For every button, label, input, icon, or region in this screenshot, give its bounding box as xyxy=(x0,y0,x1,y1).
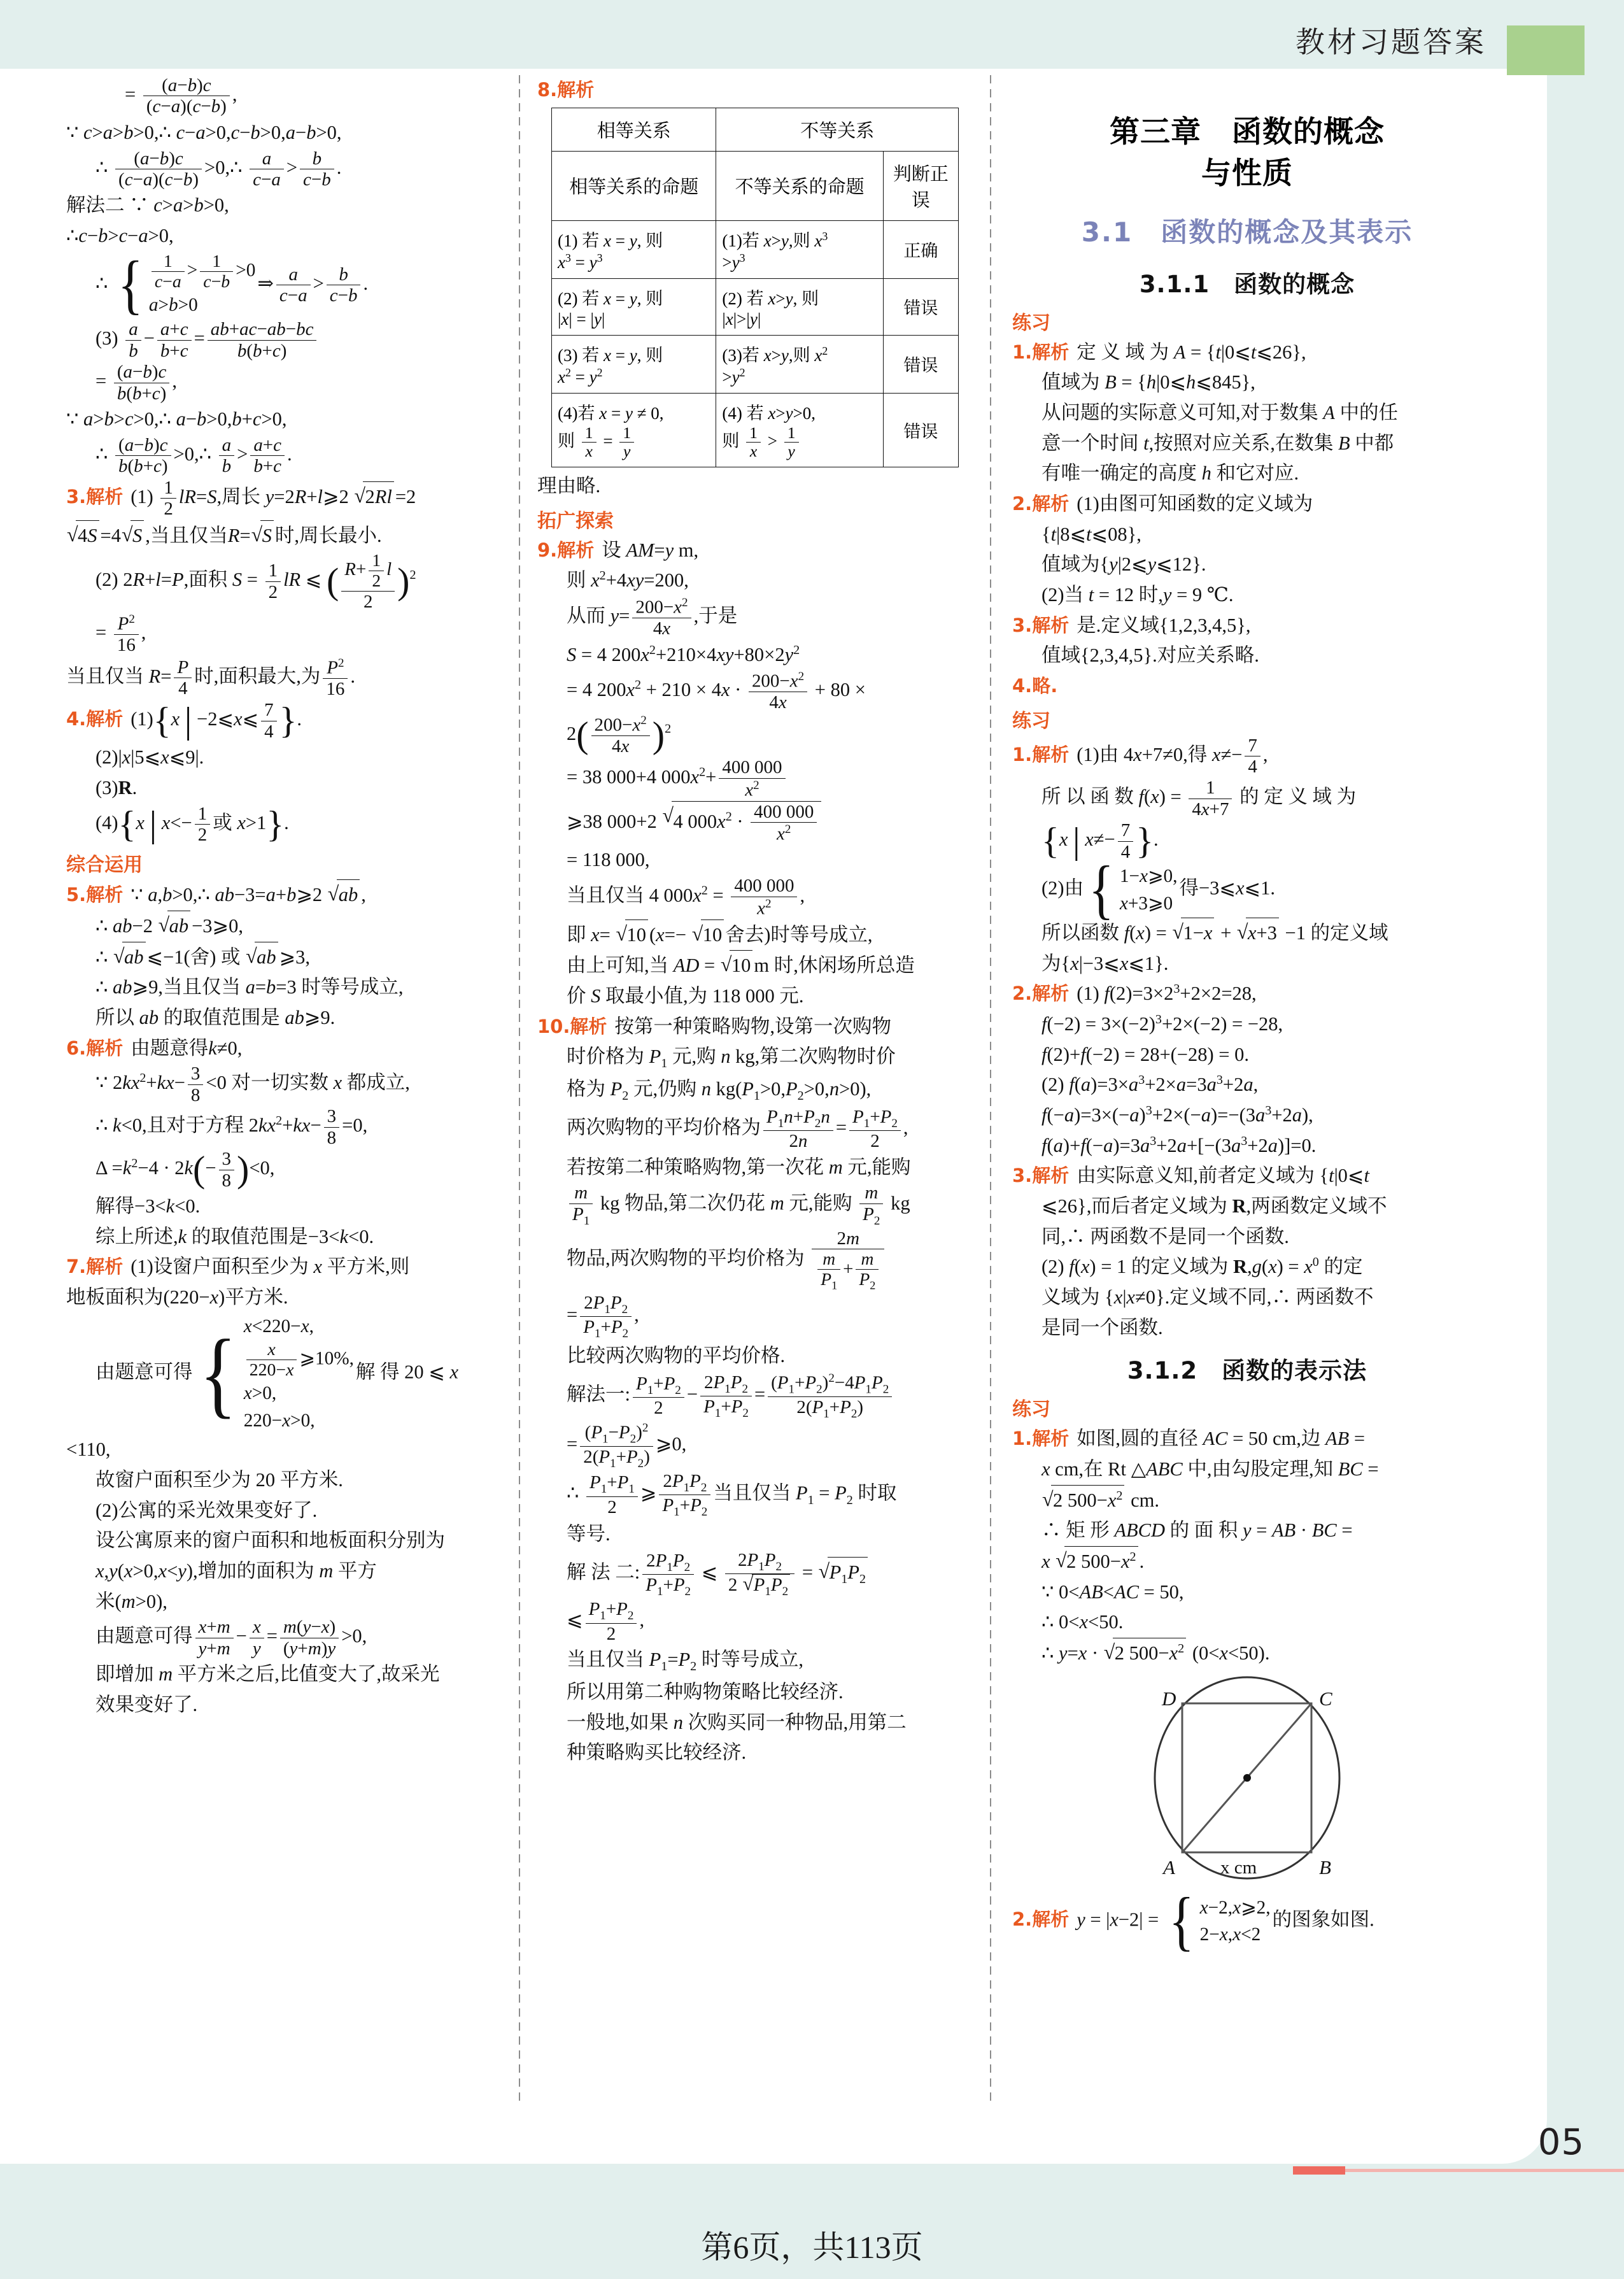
table-subheader-verdict: 判断正误 xyxy=(883,151,958,220)
left-line: = $\frac{(a-b)c}{(c-a)(c-b)}$ , xyxy=(125,75,237,117)
right-line: 是同一个函数. xyxy=(1041,1316,1163,1338)
right-g3-q2: 2.解析 y = |x−2| = { x−2,x⩾2, 2−x,x<2 的图象如图. xyxy=(1012,1884,1374,1957)
q9-label: 9.解析 xyxy=(537,539,595,561)
left-line: ∴ { $\frac{1}{c-a}$ > $\frac{1}{c-b}$ >0 a>b>0 ⇒ $\frac{a}{c-a}$ > $\frac{b}{c-b}$ . xyxy=(95,248,369,322)
table-cell-ineq: (2) 若 x>y, 则 |x|>|y| xyxy=(716,278,883,335)
header-accent-block xyxy=(1507,25,1585,75)
table-cell-ineq: (1)若 x>y,则 $x^3$ $>y^3$ xyxy=(716,220,883,278)
right-g2-q1: 1.解析 (1)由 4x+7≠0,得 x≠− $\frac{7}{4}$ , xyxy=(1012,735,1268,777)
right-g2-q3: 3.解析 由实际意义知,前者定义域为 {t|0⩽t xyxy=(1012,1165,1369,1187)
left-line: ∴ $\frac{(a-b)c}{(c-a)(c-b)}$ >0,∴ $\frac{a}{c-a}$ > $\frac{b}{c-b}$ . xyxy=(95,148,342,190)
right-line: (2) $f(a)=3\times a^3+2\times a=3a^3+2a$, xyxy=(1041,1073,1259,1096)
g2-q1-label: 1.解析 xyxy=(1012,743,1070,765)
middle-q10: 10.解析 按第一种策略购物,设第一次购物 xyxy=(537,1015,891,1037)
right-line: x cm,在 Rt △ABC 中,由勾股定理,知 BC = xyxy=(1041,1458,1379,1480)
right-line: (2) f(x) = 1 的定义域为 $R,g(x) = x^0$ 的定 xyxy=(1041,1255,1363,1278)
right-line: ∴ y=x · √ 2 $500-x^2$ (0<x<50). xyxy=(1012,1638,1482,1668)
table-cell-eq: (2) 若 x = y, 则 |x| = |y| xyxy=(552,278,716,335)
left-line: = $\frac{P^2}{16}$ , xyxy=(95,613,146,656)
right-line: $f(-a)=3\times(-a)^3+2\times(-a)=-(3a^3+2a)$, xyxy=(1041,1103,1313,1126)
g1-q4-label: 4.略. xyxy=(1012,674,1058,697)
left-line: (3) $\frac{a}{b}$ − $\frac{a+c}{b+c}$ = $\frac{ab+ac-ab-bc}{b(b+c)}$ xyxy=(66,319,502,361)
right-line: {x | x≠− $\frac{7}{4}$ }. xyxy=(1041,820,1159,862)
page-number: 05 xyxy=(1537,2122,1585,2163)
left-line: 设公寓原来的窗户面积和地板面积分别为 xyxy=(95,1530,445,1552)
table-cell-verdict: 错误 xyxy=(883,335,958,393)
middle-line: ⩾38 000+2 √ 4 $000x^2$ · $\frac{400 000}{x^2}$ xyxy=(537,801,973,845)
middle-line: = 4 $200x^2 + 210 \times 4x$ · $\frac{200-x^2}{4x}$ + 80 × xyxy=(567,670,866,713)
right-line: 所 以 函 数 f(x) = $\frac{1}{4x+7}$ 的 定 义 域 为 xyxy=(1041,777,1357,820)
table-header-row xyxy=(552,108,959,151)
practice-label: 练习 xyxy=(1012,311,1050,334)
table-header-inequality: 不等关系 xyxy=(716,108,959,151)
middle-line: 当且仅当 $P_1=P_2$ 时等号成立, xyxy=(567,1649,803,1674)
middle-line: 解 法 二: $\frac{2P_1P_2}{P_1+P_2}$ ⩽ $\frac{2P_1P_2}{2 √ P_1P_2}$ = √ $P_1P_2$ xyxy=(537,1550,973,1598)
right-line: 所以函数 f(x) = √ 1−x + √ x+3 −1 的定义域 xyxy=(1012,918,1482,948)
section-31-title: 3.1 函数的概念及其表示 xyxy=(1081,216,1413,248)
table-cell-ineq: (3)若 x>y,则 $x^2$ $>y^2$ xyxy=(716,335,883,393)
left-line: = $\frac{(a-b)c}{b(b+c)}$ , xyxy=(95,362,177,404)
left-line: ∴ ab−2 √ ab −3⩾0, xyxy=(66,911,502,941)
table-cell-eq: (4)若 x = y ≠ 0, 则 $\frac{1}{x}$ = $\frac{1}{y}$ xyxy=(552,393,716,467)
middle-q9: 9.解析 设 AM=y m, xyxy=(537,539,699,561)
left-line: <110, xyxy=(66,1438,111,1461)
page-number-rule xyxy=(1293,2169,1624,2172)
section-312-title: 3.1.2 函数的表示法 xyxy=(1127,1357,1367,1385)
g1-q2-label: 2.解析 xyxy=(1012,493,1070,515)
left-line: 故窗户面积至少为 20 平方米. xyxy=(95,1468,343,1491)
middle-line: = 38 000+4 $000x^2+$ $\frac{400 000}{x^2}$ xyxy=(537,757,973,800)
g1-q3-label: 3.解析 xyxy=(1012,614,1070,636)
q4-label: 4.解析 xyxy=(66,708,124,730)
left-line: ∵ c>a>b>0,∴ c−a>0,c−b>0,a−b>0, xyxy=(66,121,342,143)
middle-line: S = 4 $200x^2+210\times 4xy+80\times 2y^2$ xyxy=(567,643,800,665)
table-subheader-ineq-prop: 不等关系的命题 xyxy=(716,151,883,220)
g2-q2-label: 2.解析 xyxy=(1012,983,1070,1005)
middle-line: 当且仅当 4 $000x^2$ = $\frac{400 000}{x^2}$ , xyxy=(567,876,805,919)
figure-label-b: B xyxy=(1319,1856,1331,1878)
left-line: $\Delta =k^2-4 \cdot 2k(-$ $\frac{3}{8}$ )<0, xyxy=(95,1148,275,1191)
table-header-equality: 相等关系 xyxy=(552,108,716,151)
right-line: (2)由 { 1−x⩾0, x+3⩾0 得−3⩽x⩽1. xyxy=(1041,853,1275,927)
table-cell-verdict: 错误 xyxy=(883,393,958,467)
right-line: (2)当 t = 12 时,y = 9 ℃. xyxy=(1041,583,1234,606)
figure-label-c: C xyxy=(1319,1687,1332,1710)
middle-line: ∴ $\frac{P_1+P_1}{2}$ ⩾ $\frac{2P_1P_2}{P_1+P_2}$ 当且仅当 $P_1 = P_2$ 时取 xyxy=(567,1471,897,1519)
left-line: (3)R. xyxy=(95,776,138,799)
right-line: f(2)+f(−2) = 28+(−28) = 0. xyxy=(1041,1043,1249,1065)
figure-label-d: D xyxy=(1162,1687,1176,1710)
practice-label-3: 练习 xyxy=(1012,1398,1050,1421)
chapter-title-line2: 与性质 xyxy=(1201,155,1293,191)
left-line: 效果变好了. xyxy=(95,1693,198,1715)
table-subheader-eq-prop: 相等关系的命题 xyxy=(552,151,716,220)
section-extended: 拓广探索 xyxy=(537,509,614,532)
left-line: 综上所述,k 的取值范围是−3<k<0. xyxy=(95,1225,374,1247)
left-line: 即增加 m 平方米之后,比值变大了,故采光 xyxy=(95,1663,440,1686)
content-columns xyxy=(61,75,1500,2103)
right-line: ∴ 0<x<50. xyxy=(1041,1611,1124,1633)
middle-line: 即 x= √ 10 (x=− √ 10 舍去)时等号成立, xyxy=(537,919,973,950)
right-line: $f(a)+f(-a)=3a^3+2a+[-(3a^3+2a)]=0$. xyxy=(1041,1133,1317,1156)
middle-line: 种策略购买比较经济. xyxy=(567,1742,747,1764)
middle-line: 则 $x^2+4xy=200$, xyxy=(567,569,689,592)
middle-line: = $\frac{(P_1-P_2)^2}{2(P_1+P_2)}$ ⩾0, xyxy=(567,1421,687,1470)
table-row xyxy=(552,278,959,335)
left-q4: 4.解析 (1){x | −2⩽x⩽ $\frac{7}{4}$ }. xyxy=(66,700,302,742)
figure-label-a: A xyxy=(1163,1856,1175,1878)
right-line: 同,∴ 两函数不是同一个函数. xyxy=(1041,1225,1289,1247)
center-point xyxy=(1243,1774,1251,1782)
left-line: ∴ ab⩾9,当且仅当 a=b=3 时等号成立, xyxy=(95,976,404,998)
middle-line: 一般地,如果 n 次购买同一种物品,用第二 xyxy=(567,1711,907,1733)
left-line: √ 4S =4 √ S ,当且仅当R= √ S 时,周长最小. xyxy=(66,520,502,551)
middle-column xyxy=(532,75,978,2103)
right-line: $f(-2) = 3\times(-2)^3+2\times(-2) = -28$, xyxy=(1041,1012,1283,1035)
middle-line: 所以用第二种购物策略比较经济. xyxy=(567,1680,844,1703)
left-line: 所以 ab 的取值范围是 ab⩾9. xyxy=(95,1007,335,1029)
middle-line: 格为 $P_2$ 元,仍购 n $kg(P_1>0,P_2>0,n>0)$, xyxy=(567,1078,872,1104)
right-line: 意一个时间 t,按照对应关系,在数集 B 中都 xyxy=(1041,432,1394,454)
middle-line: 价 S 取最小值,为 118 000 元. xyxy=(567,984,804,1007)
right-line: 从问题的实际意义可知,对于数集 A 中的任 xyxy=(1041,402,1399,424)
middle-line: = 118 000, xyxy=(567,849,650,871)
middle-line: ⩽ $\frac{P_1+P_2}{2}$ , xyxy=(567,1599,645,1644)
left-line: (2)公寓的采光效果变好了. xyxy=(95,1499,318,1521)
left-line: 由题意可得 $\frac{x+m}{y+m}$ − $\frac{x}{y}$ = $\frac{m(y-x)}{(y+m)y}$ >0, xyxy=(95,1617,367,1659)
left-line: 当且仅当 R= $\frac{P}{4}$ 时,面积最大,为 $\frac{P^2}{16}$ . xyxy=(66,656,356,699)
left-line: 地板面积为(220−x)平方米. xyxy=(66,1286,288,1309)
middle-line: = $\frac{2P_1P_2}{P_1+P_2}$ , xyxy=(567,1292,639,1340)
right-line: 义域为 {x|x≠0}.定义域不同,∴ 两函数不 xyxy=(1041,1286,1374,1308)
g3-q2-label: 2.解析 xyxy=(1012,1908,1070,1931)
right-line: 为{x|−3⩽x⩽1}. xyxy=(1041,952,1169,974)
left-line: x,y(x>0,x<y),增加的面积为 m 平方 xyxy=(95,1559,377,1582)
middle-line: 若按第二种策略购物,第一次花 m 元,能购 xyxy=(567,1156,911,1178)
middle-q8 xyxy=(537,75,973,105)
right-line: x √ 2 $500-x^2$ . xyxy=(1012,1546,1482,1577)
middle-line: 2( $\frac{200-x^2}{4x}$ )$^2$ xyxy=(567,713,672,756)
right-line: √ 2 $500-x^2$ cm. xyxy=(1012,1485,1482,1516)
left-line: 解得−3<k<0. xyxy=(95,1195,201,1218)
right-g2-q2: 2.解析 (1) $f(2)=3\times 2^3+2\times 2=28$, xyxy=(1012,982,1257,1005)
left-line: ∴c−b>c−a>0, xyxy=(66,225,174,247)
right-line: 值域{2,3,4,5}.对应关系略. xyxy=(1041,644,1259,667)
right-g1-q2: 2.解析 (1)由图可知函数的定义域为 xyxy=(1012,493,1313,515)
table-row xyxy=(552,393,959,467)
right-line: 有唯一确定的高度 h 和它对应. xyxy=(1041,462,1299,485)
left-q6: 6.解析 由题意得k≠0, xyxy=(66,1037,243,1059)
chapter-title xyxy=(1012,112,1482,195)
left-line: ∵ $2kx^2+kx-$ $\frac{3}{8}$ <0 对一切实数 x 都成立, xyxy=(95,1063,410,1105)
middle-line: 两次购物的平均价格为 $\frac{P_1n+P_2n}{2n}$ = $\frac{P_1+P_2}{2}$ , xyxy=(567,1106,908,1152)
right-line: 值域为{y|2⩽y⩽12}. xyxy=(1041,553,1206,576)
middle-line: 物品,两次购物的平均价格为 2m $\frac{m}{P_1}$ + $\frac{m}{P_2}$ xyxy=(537,1228,973,1292)
q6-label: 6.解析 xyxy=(66,1037,124,1059)
q8-label: 8.解析 xyxy=(537,79,595,101)
middle-line: 时价格为 $P_1$ 元,购 n kg,第二次购物时价 xyxy=(567,1046,896,1071)
q3-label: 3.解析 xyxy=(66,485,124,508)
left-line: (2) 2R+l=P,面积 S = $\frac{1}{2}$ lR ⩽ ( R+ $\frac{1}{2}$ l 2 )$^2$ xyxy=(95,550,416,612)
left-q7: 7.解析 (1)设窗户面积至少为 x 平方米,则 xyxy=(66,1256,410,1278)
left-q5: 5.解析 ∵ a,b>0,∴ ab−3=a+b⩾2 √ ab , xyxy=(66,879,502,910)
left-line: 解法二 ∵ c>a>b>0, xyxy=(66,194,229,217)
q10-label: 10.解析 xyxy=(537,1015,607,1037)
g1-q1-label: 1.解析 xyxy=(1012,341,1070,363)
left-line: 米(m>0), xyxy=(95,1590,167,1612)
g2-q3-label: 3.解析 xyxy=(1012,1165,1070,1187)
table-subheader-row xyxy=(552,151,959,220)
middle-line: 等号. xyxy=(567,1523,611,1545)
table-row xyxy=(552,220,959,278)
practice-label-2: 练习 xyxy=(1012,709,1050,732)
table-cell-ineq: (4) 若 x>y>0, 则 $\frac{1}{x}$ > $\frac{1}{y}$ xyxy=(716,393,883,467)
right-g1-q1: 1.解析 定 义 域 为 A = {t|0⩽t⩽26}, xyxy=(1012,341,1306,363)
left-line: (4){x | x<− $\frac{1}{2}$ 或 x>1}. xyxy=(95,803,289,846)
footer-page-note: 第6页，共113页 xyxy=(701,2229,923,2265)
q5-label: 5.解析 xyxy=(66,884,124,906)
table-row xyxy=(552,335,959,393)
left-line: 由题意可得 { x<220−x, $\frac{x}{220-x}$ ⩾10%, x>0, 220−x>0, 解 得 20 ⩽ x xyxy=(95,1316,459,1431)
section-comprehensive: 综合运用 xyxy=(66,854,143,877)
middle-line: $\frac{m}{P_1}$ kg 物品,第二次仍花 m 元,能购 $\frac{m}{P_2}$ kg xyxy=(537,1182,973,1228)
left-line: ∵ a>b>c>0,∴ a−b>0,b+c>0, xyxy=(66,408,287,430)
column-divider-2 xyxy=(978,75,1003,2103)
table-cell-eq: (3) 若 x = y, 则 $x^2 = y^2$ xyxy=(552,335,716,393)
reason-omitted: 理由略. xyxy=(537,475,601,497)
page-number-box xyxy=(1537,2122,1585,2163)
right-line: ⩽26},而后者定义域为 R,两函数定义域不 xyxy=(1041,1195,1387,1218)
column-divider-1 xyxy=(507,75,532,2103)
g3-q1-label: 1.解析 xyxy=(1012,1428,1070,1450)
left-line: ∴ k<0,且对于方程 $2kx^2+kx-$ $\frac{3}{8}$ =0, xyxy=(95,1106,368,1148)
table-cell-eq: (1) 若 x = y, 则 $x^3 = y^3$ xyxy=(552,220,716,278)
header-title: 教材习题答案 xyxy=(1296,25,1486,59)
middle-line: 由上可知,当 AD = √ 10 m 时,休闲场所总造 xyxy=(537,950,973,981)
section-311-title: 3.1.1 函数的概念 xyxy=(1139,270,1355,298)
left-line: (2)|x|5⩽x⩽9|. xyxy=(95,746,204,769)
chapter-title-line1: 第三章 函数的概念 xyxy=(1110,115,1385,150)
figure-svg xyxy=(1107,1675,1387,1885)
left-q3: 3.解析 (1) $\frac{1}{2}$ lR=S,周长 y=2R+l⩾2 √ 2Rl =2 xyxy=(66,478,502,520)
table-cell-verdict: 正确 xyxy=(883,220,958,278)
right-g1-q3: 3.解析 是.定义域{1,2,3,4,5}, xyxy=(1012,614,1251,636)
right-g1-q4 xyxy=(1012,671,1482,701)
right-line: ∵ 0<AB<AC = 50, xyxy=(1041,1580,1184,1603)
left-line: ∴ $\frac{(a-b)c}{b(b+c)}$ >0,∴ $\frac{a}{b}$ > $\frac{a+c}{b+c}$ . xyxy=(95,434,292,477)
middle-line: 解法一: $\frac{P_1+P_2}{2}$ − $\frac{2P_1P_2}{P_1+P_2}$ = $\frac{(P_1+P_2)^2-4P_1P_2}{2(P_1+P_2)}$ xyxy=(537,1372,973,1421)
right-column xyxy=(1003,75,1487,2103)
middle-line: 比较两次购物的平均价格. xyxy=(567,1345,786,1367)
left-line: ∴ √ ab ⩽−1(舍) 或 √ ab ⩾3, xyxy=(66,942,502,972)
right-line: 值域为 B = {h|0⩽h⩽845}, xyxy=(1041,371,1255,394)
right-line: {t|8⩽t⩽08}, xyxy=(1041,523,1141,545)
q7-label: 7.解析 xyxy=(66,1256,124,1278)
right-g3-q1: 1.解析 如图,圆的直径 AC = 50 cm,边 AB = xyxy=(1012,1428,1366,1450)
left-column xyxy=(61,75,507,2103)
equality-inequality-table xyxy=(551,108,959,467)
right-line: ∴ 矩 形 ABCD 的 面 积 y = AB · BC = xyxy=(1041,1519,1353,1542)
figure-caption: x cm xyxy=(1220,1857,1257,1878)
table-cell-verdict: 错误 xyxy=(883,278,958,335)
middle-line: 从而 y= $\frac{200-x^2}{4x}$ ,于是 xyxy=(567,596,738,639)
circle-rectangle-figure xyxy=(1012,1675,1482,1888)
